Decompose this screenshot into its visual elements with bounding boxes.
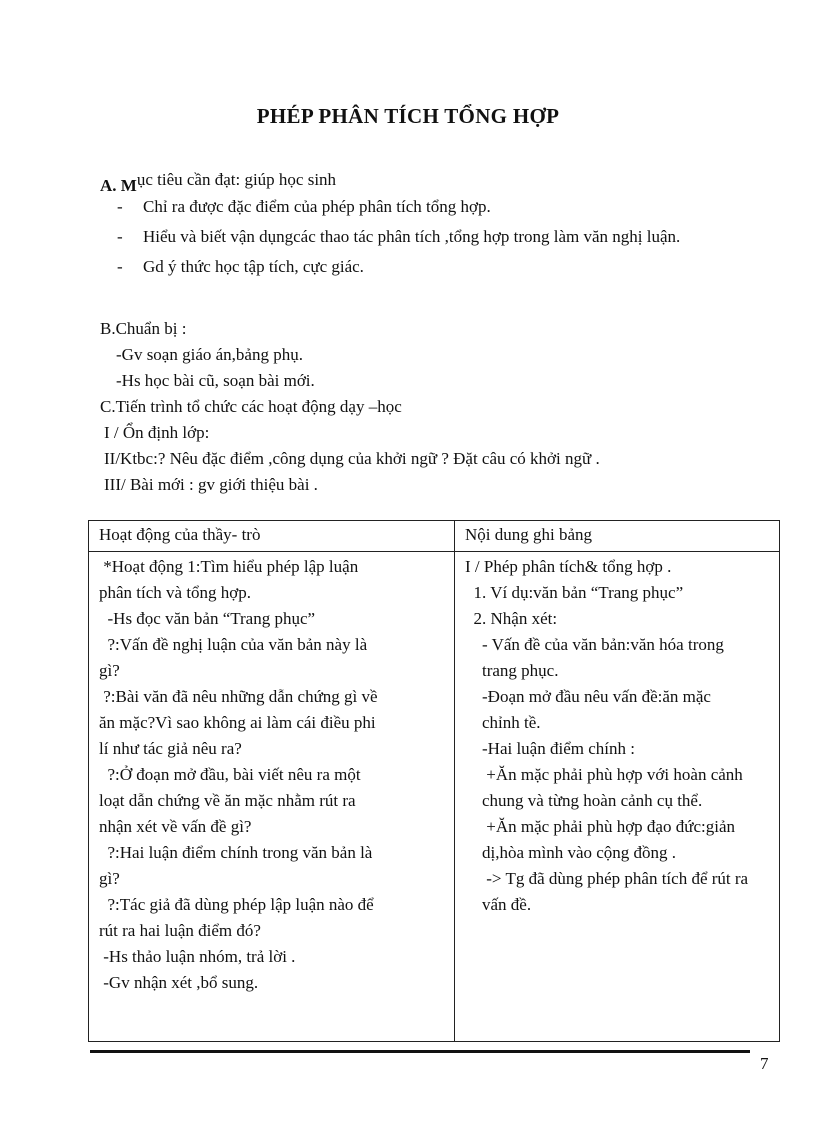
section-b-heading: B.Chuẩn bị : — [100, 319, 187, 338]
bullet-item: - Hiểu và biết vận dụngcác thao tác phân tích ,tổng hợp trong làm văn nghị luận. — [117, 224, 767, 250]
note-line: dị,hòa mình vào cộng đồng . — [465, 843, 677, 862]
note-line: -> Tg đã dùng phép phân tích để rút ra — [465, 869, 749, 888]
table-cell-activities — [89, 552, 455, 1042]
activity-line: rút ra hai luận điểm đó? — [99, 921, 261, 940]
page-number: 7 — [760, 1054, 769, 1073]
note-line: I / Phép phân tích& tổng hợp . — [465, 557, 672, 576]
section-c-line: I / Ổn định lớp: — [104, 423, 210, 442]
activity-line: -Gv nhận xét ,bổ sung. — [99, 973, 259, 992]
table-row — [89, 552, 780, 1042]
activity-line: lí như tác giả nêu ra? — [99, 739, 242, 758]
activity-line: ?:Ở đoạn mở đầu, bài viết nêu ra một — [99, 765, 361, 784]
activity-line: ?:Vấn đề nghị luận của văn bản này là — [99, 635, 368, 654]
note-line: 2. Nhận xét: — [465, 609, 558, 628]
activity-line: ?:Tác giả đã dùng phép lập luận nào để — [99, 895, 374, 914]
section-a-bullets — [117, 194, 767, 284]
page-title: PHÉP PHÂN TÍCH TỔNG HỢP — [256, 104, 560, 128]
note-line: 1. Ví dụ:văn bản “Trang phục” — [465, 583, 684, 602]
activity-line: -Hs đọc văn bản “Trang phục” — [99, 609, 316, 628]
section-b-line: -Hs học bài cũ, soạn bài mới. — [116, 371, 315, 390]
note-line: - Vấn đề của văn bản:văn hóa trong — [465, 635, 724, 654]
note-line: vấn đề. — [465, 895, 532, 914]
note-line: trang phục. — [465, 661, 559, 680]
note-line: chung và từng hoàn cảnh cụ thể. — [465, 791, 703, 810]
note-line: -Đoạn mở đầu nêu vấn đề:ăn mặc — [465, 687, 711, 706]
note-line: chỉnh tề. — [465, 713, 541, 732]
bullet-text: Hiểu và biết vận dụngcác thao tác phân tích ,tổng hợp trong làm văn nghị luận. — [143, 227, 681, 246]
section-b-line: -Gv soạn giáo án,bảng phụ. — [116, 345, 303, 364]
note-line: +Ăn mặc phải phù hợp đạo đức:giản — [465, 817, 735, 836]
activity-line: nhận xét về vấn đề gì? — [99, 817, 252, 836]
section-c-heading: C.Tiến trình tổ chức các hoạt động dạy –học — [100, 397, 402, 416]
table-header-notes: Nội dung ghi bảng — [455, 521, 780, 552]
activity-line: gì? — [99, 869, 120, 888]
bullet-item: - Gd ý thức học tập tích, cực giác. — [117, 254, 767, 280]
footer-divider — [90, 1050, 750, 1053]
table-header-activities: Hoạt động của thầy- trò — [89, 521, 455, 552]
table-cell-notes — [455, 552, 780, 1042]
section-a-heading — [100, 170, 337, 195]
bullet-text: Chỉ ra được đặc điểm của phép phân tích tổng hợp. — [143, 197, 491, 216]
note-line: -Hai luận điểm chính : — [465, 739, 635, 758]
activity-line: -Hs thảo luận nhóm, trả lời . — [99, 947, 296, 966]
activity-line: phân tích và tổng hợp. — [99, 583, 252, 602]
bullet-text: Gd ý thức học tập tích, cực giác. — [143, 257, 364, 276]
note-line: +Ăn mặc phải phù hợp với hoàn cảnh — [465, 765, 743, 784]
lesson-table — [88, 520, 780, 1042]
bullet-item: - Chỉ ra được đặc điểm của phép phân tích tổng hợp. — [117, 194, 767, 220]
activity-line: loạt dẫn chứng về ăn mặc nhằm rút ra — [99, 791, 356, 810]
section-a-label: A. M — [100, 176, 137, 195]
activity-line: ăn mặc?Vì sao không ai làm cái điều phi — [99, 713, 376, 732]
activity-line: ?:Bài văn đã nêu những dẫn chứng gì về — [99, 687, 378, 706]
activity-line: ?:Hai luận điểm chính trong văn bản là — [99, 843, 373, 862]
activity-line: *Hoạt động 1:Tìm hiểu phép lập luận — [99, 557, 359, 576]
section-c-line: II/Ktbc:? Nêu đặc điểm ,công dụng của khởi ngữ ? Đặt câu có khởi ngữ . — [104, 449, 600, 468]
section-c-line: III/ Bài mới : gv giới thiệu bài . — [104, 475, 318, 494]
section-a-heading-rest: ục tiêu cần đạt: giúp học sinh — [136, 170, 337, 189]
table-header-row — [89, 521, 780, 552]
activity-line: gì? — [99, 661, 120, 680]
